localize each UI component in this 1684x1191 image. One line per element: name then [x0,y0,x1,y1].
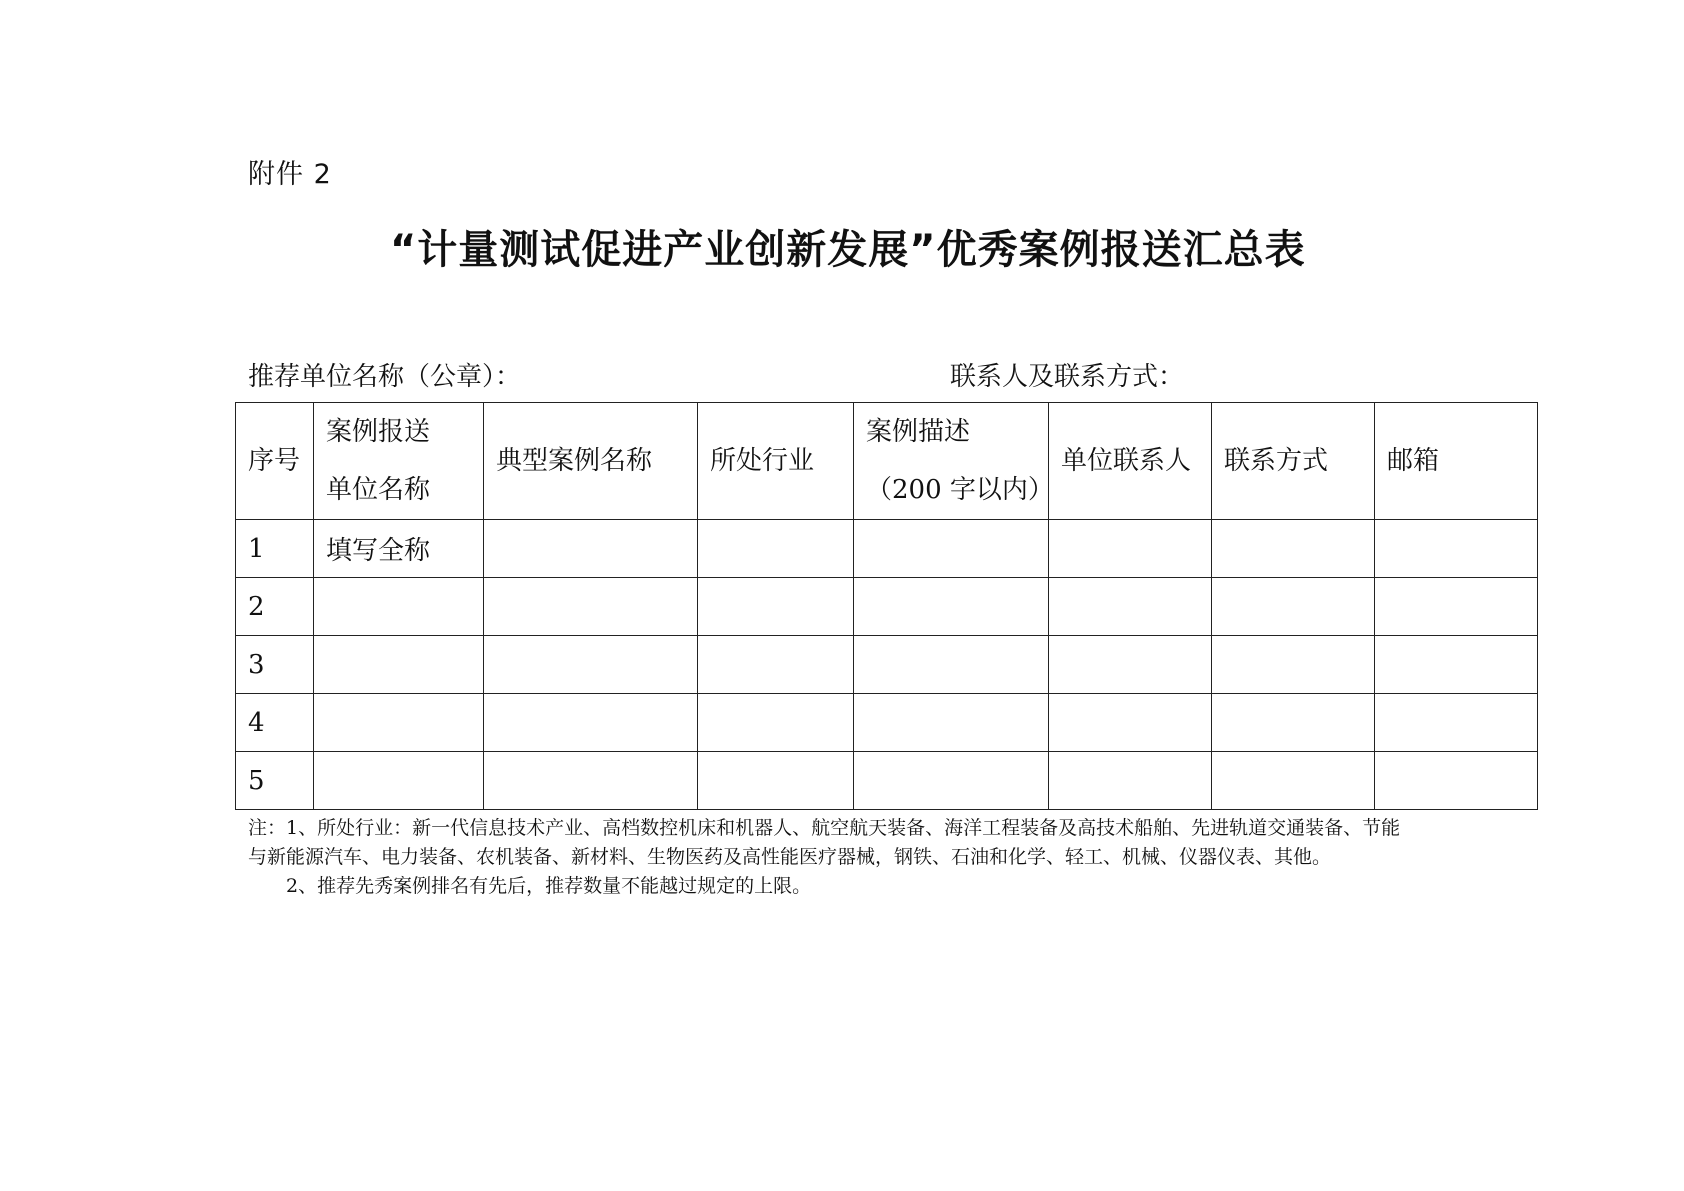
row-case-description[interactable] [854,694,1049,752]
table-row [236,578,1538,636]
header-email: 邮箱 [1375,403,1538,520]
header-case-description-line1: 案例描述 [866,417,971,447]
row-seq: 2 [236,578,314,636]
page-title: “计量测试促进产业创新发展”优秀案例报送汇总表 [390,227,1306,273]
row-email[interactable] [1375,694,1538,752]
row-unit-contact[interactable] [1049,520,1212,578]
header-case-name: 典型案例名称 [484,403,698,520]
table-row [236,636,1538,694]
row-contact-method[interactable] [1212,752,1375,810]
row-industry[interactable] [698,694,854,752]
note-2: 2、推荐先秀案例排名有先后，推荐数量不能越过规定的上限。 [286,875,812,897]
contact-label: 联系人及联系方式： [950,362,1185,392]
header-case-description [854,403,1054,520]
table-row [236,752,1538,810]
notes [248,814,1538,901]
row-contact-method[interactable] [1212,578,1375,636]
row-industry[interactable] [698,520,854,578]
row-email[interactable] [1375,520,1538,578]
attachment-label: 附件 2 [248,159,332,190]
row-industry[interactable] [698,752,854,810]
table-header-row [236,403,1538,520]
row-submitting-unit[interactable] [314,636,484,694]
row-case-name[interactable] [484,636,698,694]
row-case-description[interactable] [854,636,1049,694]
row-case-name[interactable] [484,520,698,578]
row-unit-contact[interactable] [1049,636,1212,694]
table-row [236,694,1538,752]
row-case-name[interactable] [484,578,698,636]
row-contact-method[interactable] [1212,694,1375,752]
row-seq: 3 [236,636,314,694]
header-submitting-unit [314,403,484,520]
header-seq: 序号 [236,403,314,520]
row-submitting-unit[interactable] [314,578,484,636]
row-unit-contact[interactable] [1049,578,1212,636]
row-submitting-unit[interactable]: 填写全称 [314,520,484,578]
row-contact-method[interactable] [1212,520,1375,578]
header-submitting-unit-line1: 案例报送 [326,417,431,447]
row-submitting-unit[interactable] [314,694,484,752]
row-email[interactable] [1375,636,1538,694]
row-email[interactable] [1375,752,1538,810]
header-case-description-line2: （200 字以内） [866,475,1054,505]
row-seq: 4 [236,694,314,752]
note-1-line-2: 与新能源汽车、电力装备、农机装备、新材料、生物医药及高性能医疗器械，钢铁、石油和化学、轻工、机械、仪器仪表、其他。 [248,846,1332,868]
row-industry[interactable] [698,636,854,694]
header-industry: 所处行业 [698,403,854,520]
row-seq: 5 [236,752,314,810]
summary-table [235,402,1538,810]
row-case-name[interactable] [484,752,698,810]
row-unit-contact[interactable] [1049,694,1212,752]
row-email[interactable] [1375,578,1538,636]
row-seq: 1 [236,520,314,578]
recommending-unit-label: 推荐单位名称（公章）： [248,362,522,392]
header-contact-method: 联系方式 [1212,403,1375,520]
row-case-description[interactable] [854,752,1049,810]
note-1-line-1: 注：1、所处行业：新一代信息技术产业、高档数控机床和机器人、航空航天装备、海洋工程装备及高技术船舶、先进轨道交通装备、节能 [248,817,1401,839]
row-case-description[interactable] [854,520,1049,578]
row-case-description[interactable] [854,578,1049,636]
row-industry[interactable] [698,578,854,636]
table-row [236,520,1538,578]
header-unit-contact: 单位联系人 [1049,403,1212,520]
row-case-name[interactable] [484,694,698,752]
row-contact-method[interactable] [1212,636,1375,694]
row-unit-contact[interactable] [1049,752,1212,810]
header-submitting-unit-line2: 单位名称 [326,475,431,505]
row-submitting-unit[interactable] [314,752,484,810]
